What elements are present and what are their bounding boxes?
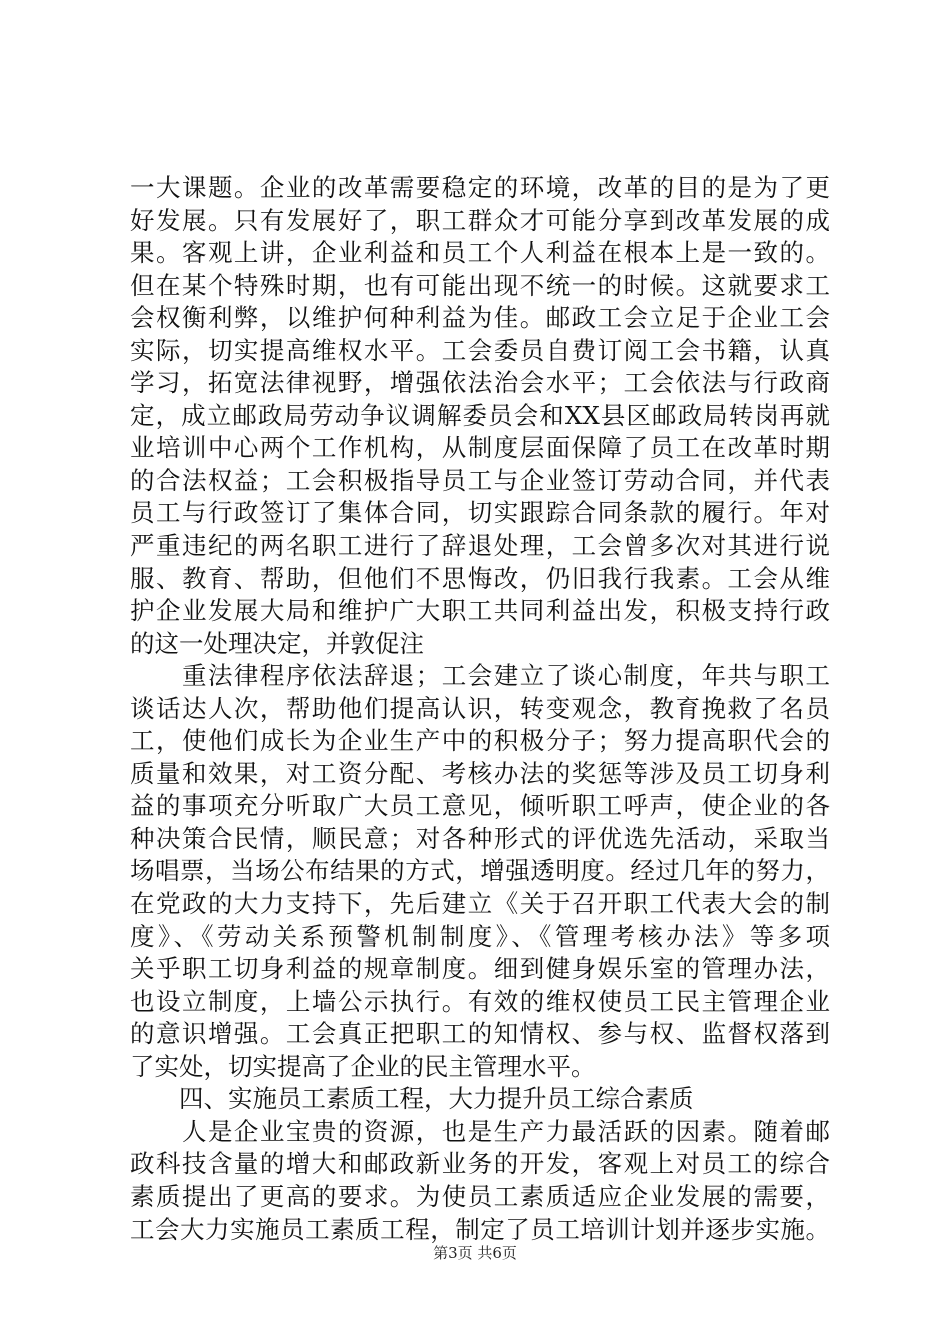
text-line: 工会大力实施员工素质工程，制定了员工培训计划并逐步实施。 [130, 1214, 830, 1244]
text-line: 严重违纪的两名职工进行了辞退处理，工会曾多次对其进行说 [130, 531, 830, 561]
text-line: 果。客观上讲，企业利益和员工个人利益在根本上是一致的。 [130, 238, 830, 268]
text-line: 素质提出了更高的要求。为使员工素质适应企业发展的需要， [130, 1181, 830, 1211]
text-line: 的意识增强。工会真正把职工的知情权、参与权、监督权落到 [130, 1019, 830, 1049]
paragraph-first-line: 四、实施员工素质工程，大力提升员工综合素质 [130, 1084, 694, 1114]
body-text [130, 172, 830, 1246]
text-line: 学习，拓宽法律视野，增强依法治会水平；工会依法与行政商 [130, 368, 830, 398]
text-line: 了实处，切实提高了企业的民主管理水平。 [130, 1051, 596, 1081]
text-line: 度》、《劳动关系预警机制制度》、《管理考核办法》等多项 [130, 921, 830, 951]
text-line: 护企业发展大局和维护广大职工共同利益出发，积极支持行政 [130, 596, 830, 626]
text-line: 的合法权益；工会积极指导员工与企业签订劳动合同，并代表 [130, 465, 830, 495]
text-line: 益的事项充分听取广大员工意见，倾听职工呼声，使企业的各 [130, 791, 830, 821]
text-line: 员工与行政签订了集体合同，切实跟踪合同条款的履行。年对 [130, 498, 830, 528]
paragraph-first-line: 重法律程序依法辞退；工会建立了谈心制度，年共与职工 [130, 661, 830, 691]
text-line: 政科技含量的增大和邮政新业务的开发，客观上对员工的综合 [130, 1149, 830, 1179]
text-line: 一大课题。企业的改革需要稳定的环境，改革的目的是为了更 [130, 173, 830, 202]
text-line: 好发展。只有发展好了，职工群众才可能分享到改革发展的成 [130, 205, 830, 235]
text-line: 但在某个特殊时期，也有可能出现不统一的时候。这就要求工 [130, 270, 830, 300]
text-line: 场唱票，当场公布结果的方式，增强透明度。经过几年的努力， [130, 856, 830, 886]
text-line: 谈话达人次，帮助他们提高认识，转变观念，教育挽救了名员 [130, 693, 830, 723]
text-line: 种决策合民情，顺民意；对各种形式的评优选先活动，采取当 [130, 823, 830, 853]
text-line: 服、教育、帮助，但他们不思悔改，仍旧我行我素。工会从维 [130, 563, 830, 593]
text-line: 关乎职工切身利益的规章制度。细到健身娱乐室的管理办法， [130, 954, 830, 984]
text-line: 也设立制度，上墙公示执行。有效的维权使员工民主管理企业 [130, 986, 830, 1016]
text-line: 业培训中心两个工作机构，从制度层面保障了员工在改革时期 [130, 433, 830, 463]
text-line: 工，使他们成长为企业生产中的积极分子；努力提高职代会的 [130, 726, 830, 756]
text-line: 定，成立邮政局劳动争议调解委员会和XX县区邮政局转岗再就 [130, 400, 830, 430]
text-line: 实际，切实提高维权水平。工会委员自费订阅工会书籍，认真 [130, 335, 830, 365]
paragraph-first-line: 人是企业宝贵的资源，也是生产力最活跃的因素。随着邮 [130, 1116, 830, 1146]
text-line: 会权衡利弊，以维护何种利益为佳。邮政工会立足于企业工会 [130, 303, 830, 333]
text-line: 在党政的大力支持下，先后建立《关于召开职工代表大会的制 [130, 889, 830, 919]
page-footer: 第3页 共6页 [433, 1244, 517, 1262]
text-line: 质量和效果，对工资分配、考核办法的奖惩等涉及员工切身利 [130, 758, 830, 788]
text-line: 的这一处理决定，并敦促注 [130, 628, 424, 658]
